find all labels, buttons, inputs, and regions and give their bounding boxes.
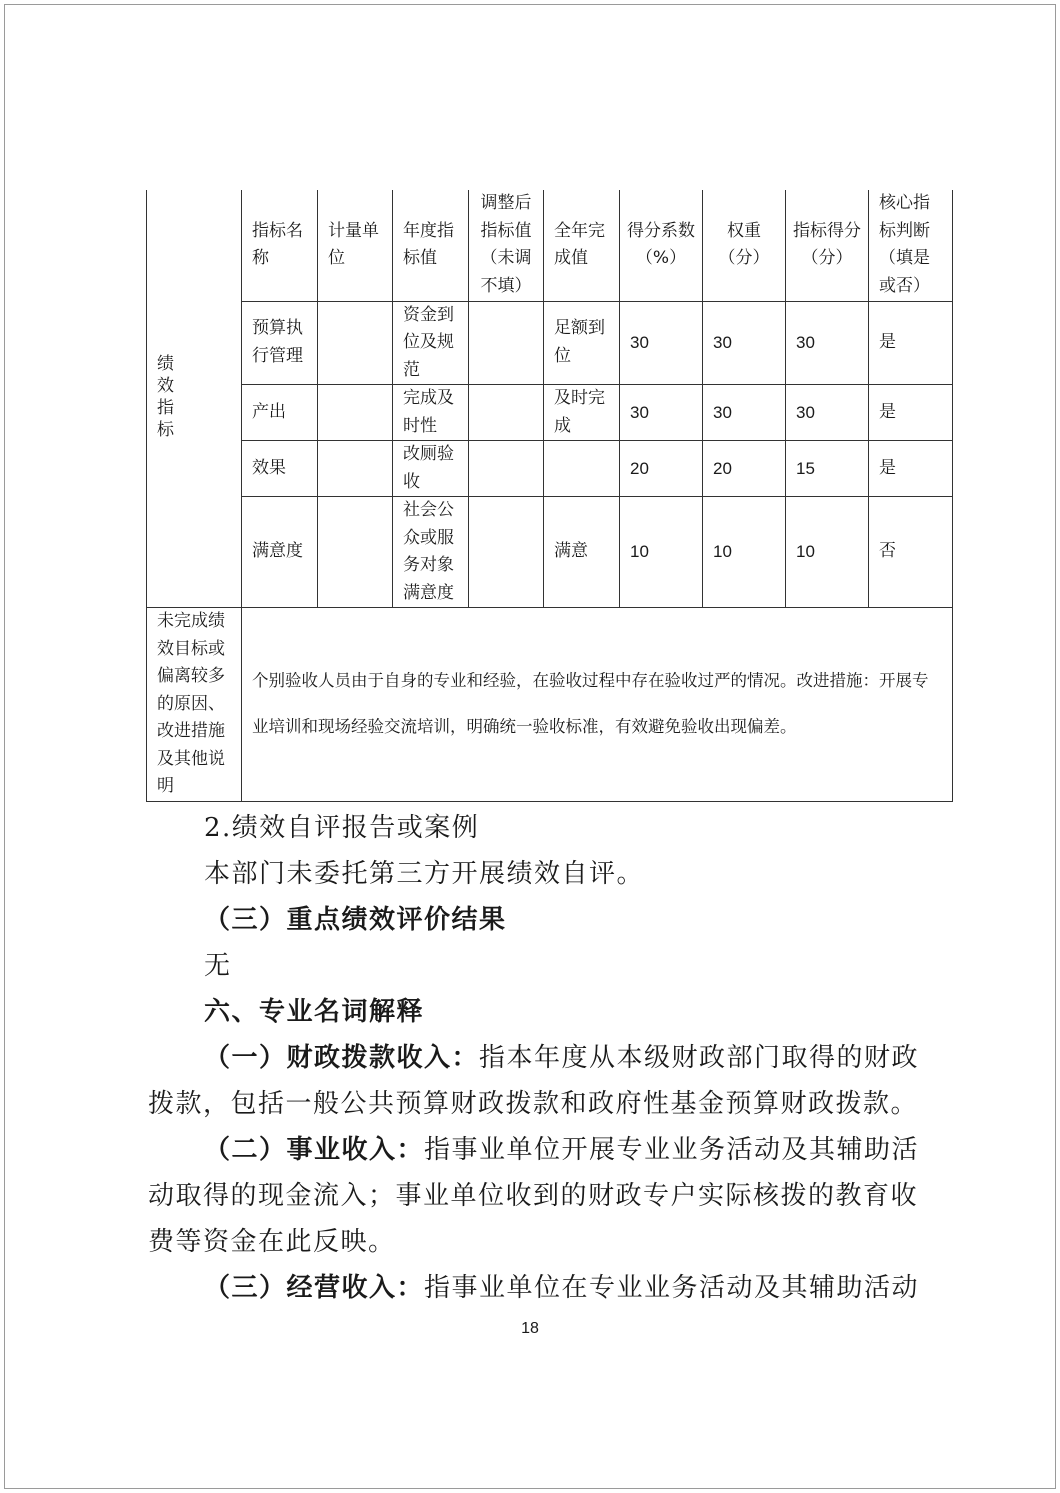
indicator-score: 30	[786, 385, 869, 441]
annual-value: 资金到位及规范	[393, 301, 469, 385]
remark-row	[147, 608, 953, 802]
header-cell: 指标名称	[242, 190, 318, 301]
remark-text: 个别验收人员由于自身的专业和经验，在验收过程中存在验收过严的情况。改进措施：开展专业培训和现场经验交流培训，明确统一验收标准，有效避免验收出现偏差。	[242, 608, 953, 802]
weight-value: 20	[703, 441, 786, 497]
header-cell: 指标得分（分）	[786, 190, 869, 301]
term3-text: 指事业单位在专业业务活动及其辅助活动	[424, 1273, 920, 1303]
adjusted-value	[469, 301, 544, 385]
table-header-row	[147, 190, 953, 301]
adjusted-value	[469, 385, 544, 441]
score-coefficient: 30	[620, 385, 703, 441]
unit-cell	[318, 497, 393, 608]
header-cell: 年度指标值	[393, 190, 469, 301]
adjusted-value	[469, 441, 544, 497]
section6-title: 六、专业名词解释	[204, 997, 425, 1027]
term2-paragraph	[148, 1127, 928, 1265]
adjusted-value	[469, 497, 544, 608]
section-label-cell	[147, 190, 242, 608]
term2-label: （二）事业收入：	[204, 1135, 425, 1165]
table-row	[147, 301, 953, 385]
unit-cell	[318, 301, 393, 385]
header-cell: 得分系数（%）	[620, 190, 703, 301]
indicator-name: 效果	[242, 441, 318, 497]
table-row	[147, 385, 953, 441]
table-row	[147, 497, 953, 608]
annual-value: 改厕验收	[393, 441, 469, 497]
core-judgement: 否	[869, 497, 953, 608]
annual-value: 完成及时性	[393, 385, 469, 441]
section3-text: 无	[204, 951, 232, 981]
term1-text: 指本年度从本级财政部门取得的财政拨款，包括一般公共预算财政拨款和政府性基金预算财政拨款。	[148, 1043, 920, 1119]
indicator-name: 产出	[242, 385, 318, 441]
term1-paragraph	[148, 1035, 928, 1127]
section3-title: （三）重点绩效评价结果	[204, 905, 507, 935]
table-row	[147, 441, 953, 497]
indicator-score: 30	[786, 301, 869, 385]
score-coefficient: 30	[620, 301, 703, 385]
term3-paragraph	[148, 1265, 928, 1311]
term3-label: （三）经营收入：	[204, 1273, 425, 1303]
term2-text: 指事业单位开展专业业务活动及其辅助活动取得的现金流入；事业单位收到的财政专户实际核拨的教育收费等资金在此反映。	[148, 1135, 920, 1257]
indicator-score: 15	[786, 441, 869, 497]
item2-title: 2.绩效自评报告或案例	[204, 813, 480, 843]
annual-value: 社会公众或服务对象满意度	[393, 497, 469, 608]
weight-value: 10	[703, 497, 786, 608]
completed-value: 及时完成	[544, 385, 620, 441]
core-judgement: 是	[869, 385, 953, 441]
header-cell: 计量单位	[318, 190, 393, 301]
unit-cell	[318, 385, 393, 441]
indicator-name: 预算执行管理	[242, 301, 318, 385]
weight-value: 30	[703, 301, 786, 385]
indicator-score: 10	[786, 497, 869, 608]
indicator-name: 满意度	[242, 497, 318, 608]
header-cell: 调整后指标值（未调不填）	[469, 190, 544, 301]
core-judgement: 是	[869, 441, 953, 497]
remark-label: 未完成绩效目标或偏离较多的原因、改进措施及其他说明	[147, 608, 242, 802]
weight-value: 30	[703, 385, 786, 441]
header-cell: 全年完成值	[544, 190, 620, 301]
section-label: 绩效指标	[157, 353, 174, 440]
unit-cell	[318, 441, 393, 497]
completed-value	[544, 441, 620, 497]
header-cell: 核心指标判断（填是或否）	[869, 190, 953, 301]
performance-indicator-table	[146, 190, 953, 802]
header-cell: 权重（分）	[703, 190, 786, 301]
page-number: 18	[521, 1320, 539, 1337]
completed-value: 足额到位	[544, 301, 620, 385]
score-coefficient: 20	[620, 441, 703, 497]
completed-value: 满意	[544, 497, 620, 608]
item2-text: 本部门未委托第三方开展绩效自评。	[204, 859, 645, 889]
term1-label: （一）财政拨款收入：	[204, 1043, 480, 1073]
core-judgement: 是	[869, 301, 953, 385]
score-coefficient: 10	[620, 497, 703, 608]
